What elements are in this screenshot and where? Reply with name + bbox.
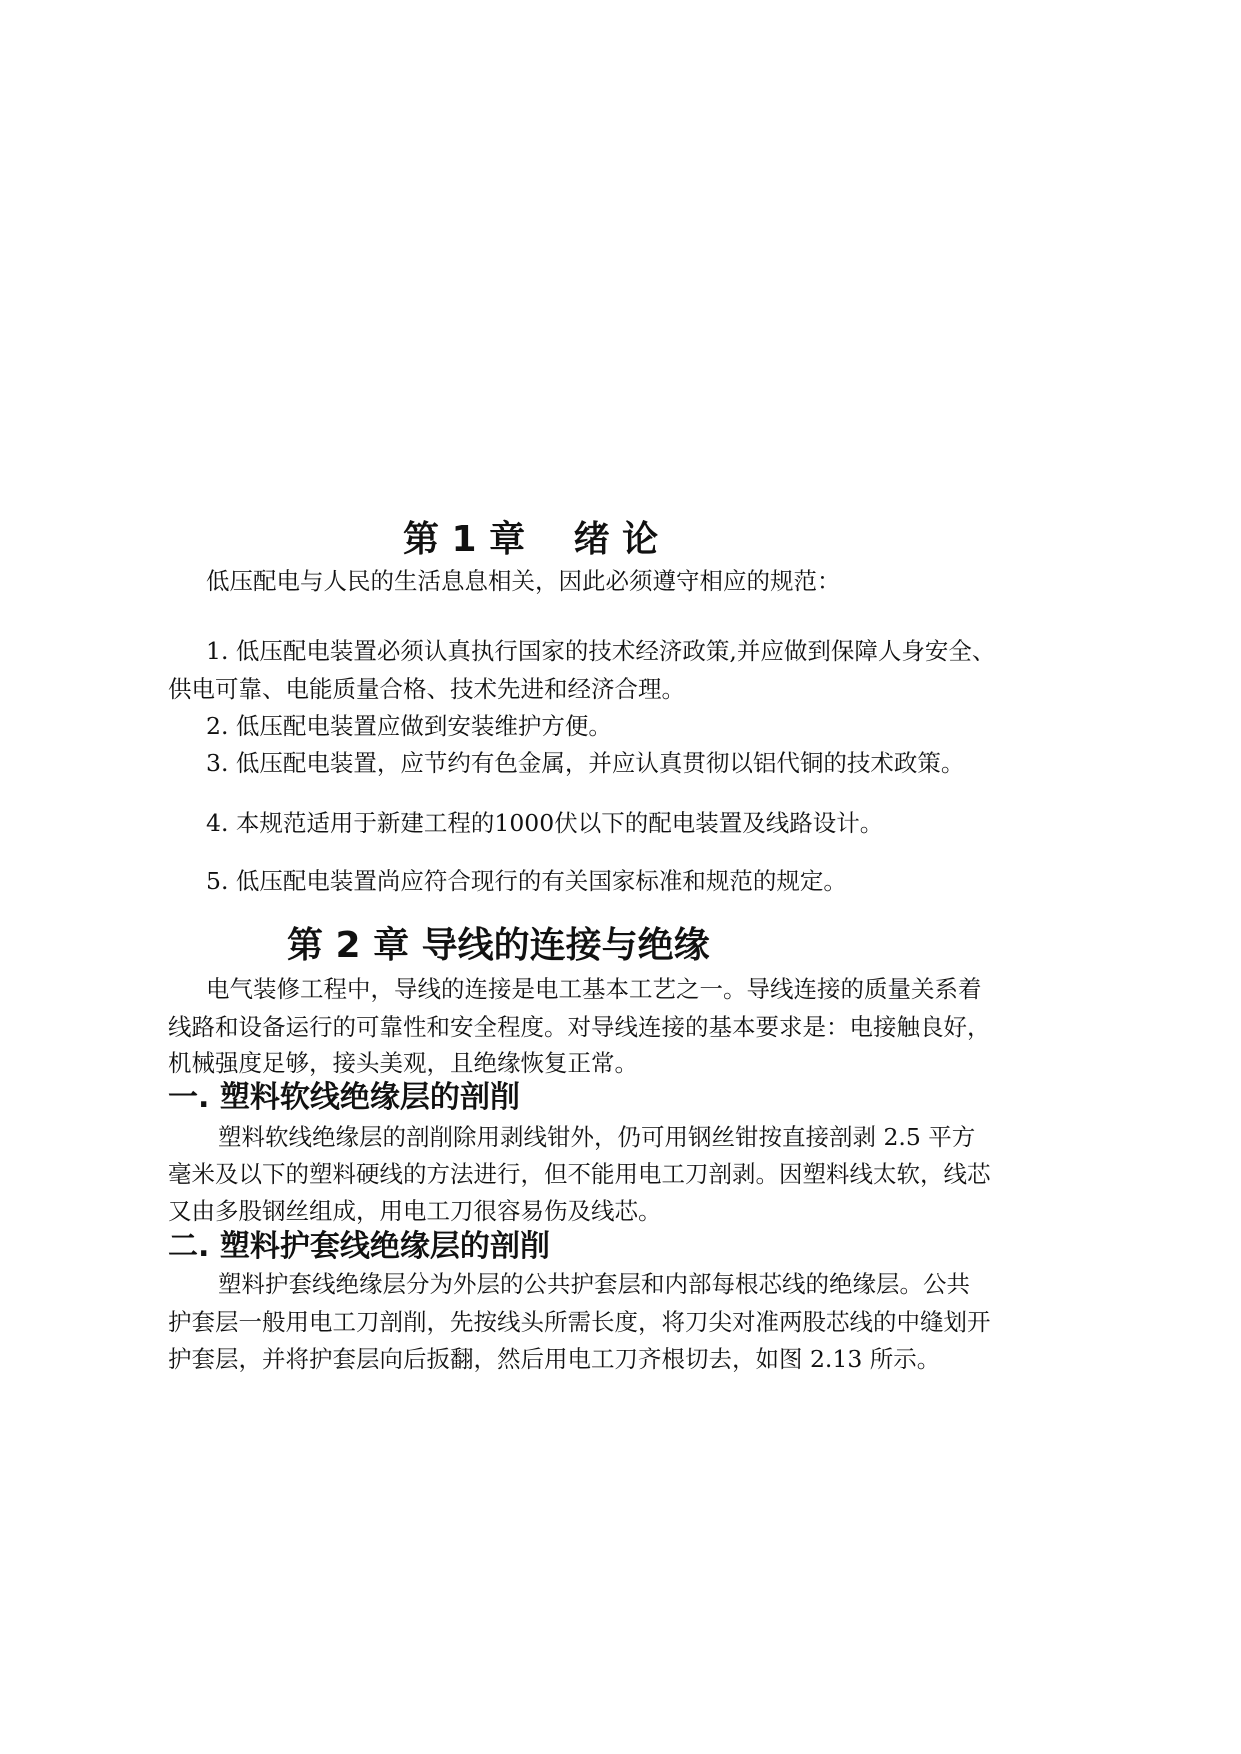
chapter2-intro-line-1: 电气装修工程中，导线的连接是电工基本工艺之一。导线连接的质量关系着 — [206, 975, 982, 1003]
section2-heading: 二. 塑料护套线绝缘层的剖削 — [168, 1229, 550, 1264]
chapter1-item-3: 3. 低压配电装置，应节约有色金属，并应认真贯彻以铝代铜的技术政策。 — [206, 749, 965, 777]
chapter2-title: 第 2 章 导线的连接与绝缘 — [287, 925, 710, 966]
chapter2-intro-line-3: 机械强度足够，接头美观，且绝缘恢复正常。 — [168, 1049, 638, 1077]
chapter1-item-2: 2. 低压配电装置应做到安装维护方便。 — [206, 712, 612, 740]
section2-line-1: 塑料护套线绝缘层分为外层的公共护套层和内部每根芯线的绝缘层。公共 — [218, 1270, 970, 1298]
chapter1-item-1: 1. 低压配电装置必须认真执行国家的技术经济政策,并应做到保障人身安全、 — [206, 637, 996, 665]
chapter1-item-4: 4. 本规范适用于新建工程的1000伏以下的配电装置及线路设计。 — [206, 809, 884, 837]
chapter1-item-1-continued: 供电可靠、电能质量合格、技术先进和经济合理。 — [168, 675, 685, 703]
section1-line-3: 又由多股钢丝组成，用电工刀很容易伤及线芯。 — [168, 1197, 662, 1225]
section1-line-1: 塑料软线绝缘层的剖削除用剥线钳外，仍可用钢丝钳按直接剖剥 2.5 平方 — [218, 1123, 976, 1151]
section2-line-2: 护套层一般用电工刀剖削，先按线头所需长度，将刀尖对准两股芯线的中缝划开 — [168, 1308, 991, 1336]
chapter2-intro-line-2: 线路和设备运行的可靠性和安全程度。对导线连接的基本要求是：电接触良好， — [168, 1013, 991, 1041]
chapter1-intro: 低压配电与人民的生活息息相关，因此必须遵守相应的规范： — [206, 567, 841, 595]
section1-line-2: 毫米及以下的塑料硬线的方法进行，但不能用电工刀剖剥。因塑料线太软，线芯 — [168, 1160, 991, 1188]
section2-line-3: 护套层，并将护套层向后扳翻，然后用电工刀齐根切去，如图 2.13 所示。 — [168, 1345, 941, 1373]
chapter1-title: 第 1 章 绪 论 — [403, 519, 659, 560]
chapter1-item-5: 5. 低压配电装置尚应符合现行的有关国家标准和规范的规定。 — [206, 867, 847, 895]
section1-heading: 一. 塑料软线绝缘层的剖削 — [168, 1080, 520, 1115]
